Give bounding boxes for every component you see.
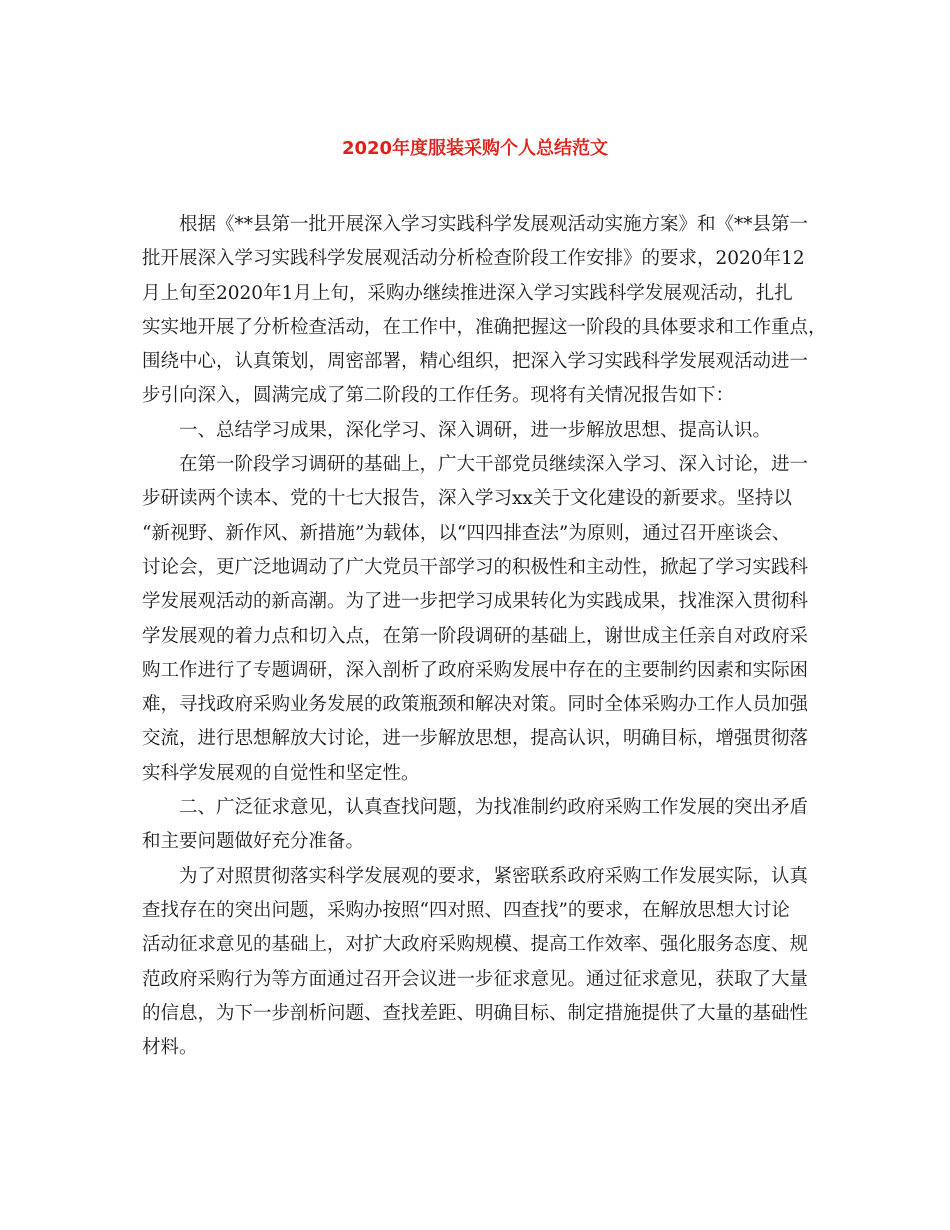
body-line-3: 月上旬至2020年1月上旬，采购办继续推进深入学习实践科学发展观活动，扎扎 bbox=[142, 282, 793, 304]
body-line-4: 实实地开展了分析检查活动，在工作中，准确把握这一阶段的具体要求和工作重点， bbox=[142, 316, 827, 338]
body-line-7: 一、总结学习成果，深化学习、深入调研，进一步解放思想、提高认识。 bbox=[179, 419, 772, 441]
body-line-20: 为了对照贯彻落实科学发展观的要求，紧密联系政府采购工作发展实际，认真 bbox=[179, 865, 809, 887]
document-title: 2020年度服装采购个人总结范文 bbox=[341, 138, 609, 159]
body-line-1: 根据《**县第一批开展深入学习实践科学发展观活动实施方案》和《**县第一 bbox=[179, 214, 809, 235]
body-line-10: “新视野、新作风、新措施”为载体，以“四四排查法”为原则，通过召开座谈会、 bbox=[142, 522, 791, 544]
body-line-16: 交流，进行思想解放大讨论，进一步解放思想，提高认识，明确目标，增强贯彻落 bbox=[142, 728, 809, 750]
document-body bbox=[142, 208, 827, 1065]
body-line-14: 购工作进行了专题调研，深入剖析了政府采购发展中存在的主要制约因素和实际困 bbox=[142, 659, 809, 681]
body-line-12: 学发展观活动的新高潮。为了进一步把学习成果转化为实践成果，找准深入贯彻科 bbox=[142, 591, 809, 613]
body-line-25: 材料。 bbox=[142, 1037, 198, 1059]
body-line-19: 和主要问题做好充分准备。 bbox=[142, 831, 365, 853]
body-line-24: 的信息，为下一步剖析问题、查找差距、明确目标、制定措施提供了大量的基础性 bbox=[142, 1002, 809, 1024]
body-line-15: 难，寻找政府采购业务发展的政策瓶颈和解决对策。同时全体采购办工作人员加强 bbox=[142, 694, 809, 716]
body-line-2: 批开展深入学习实践科学发展观活动分析检查阶段工作安排》的要求，2020年12 bbox=[142, 248, 805, 270]
body-line-23: 范政府采购行为等方面通过召开会议进一步征求意见。通过征求意见，获取了大量 bbox=[142, 968, 809, 990]
body-line-22: 活动征求意见的基础上，对扩大政府采购规模、提高工作效率、强化服务态度、规 bbox=[142, 934, 809, 956]
body-line-5: 围绕中心，认真策划，周密部署，精心组织，把深入学习实践科学发展观活动进一 bbox=[142, 351, 809, 373]
body-line-8: 在第一阶段学习调研的基础上，广大干部党员继续深入学习、深入讨论，进一 bbox=[179, 454, 809, 476]
body-line-17: 实科学发展观的自觉性和坚定性。 bbox=[142, 762, 420, 784]
body-line-18: 二、广泛征求意见，认真查找问题，为找准制约政府采购工作发展的突出矛盾 bbox=[179, 797, 809, 819]
body-line-11: 讨论会，更广泛地调动了广大党员干部学习的积极性和主动性，掀起了学习实践科 bbox=[142, 556, 809, 578]
body-line-6: 步引向深入，圆满完成了第二阶段的工作任务。现将有关情况报告如下： bbox=[142, 385, 735, 407]
body-line-21: 查找存在的突出问题，采购办按照“四对照、四查找”的要求，在解放思想大讨论 bbox=[142, 899, 790, 921]
body-line-9: 步研读两个读本、党的十七大报告，深入学习xx关于文化建设的新要求。坚持以 bbox=[142, 488, 792, 510]
body-line-13: 学发展观的着力点和切入点，在第一阶段调研的基础上，谢世成主任亲自对政府采 bbox=[142, 625, 809, 647]
